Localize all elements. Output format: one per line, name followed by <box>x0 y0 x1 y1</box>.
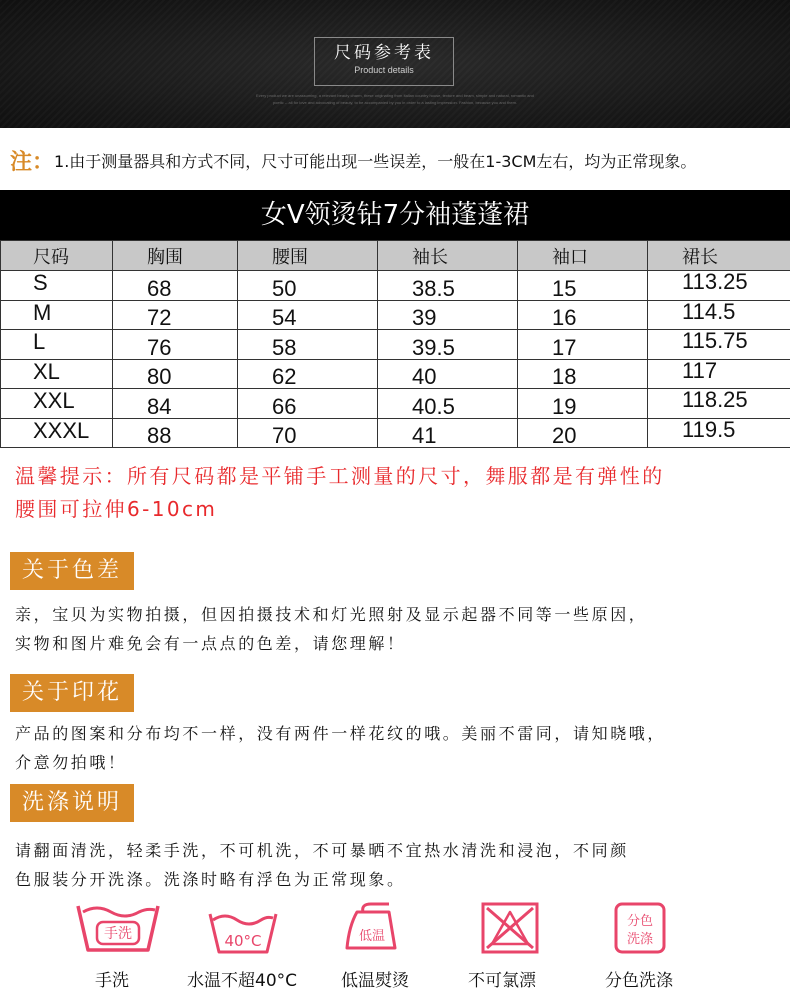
separate-wash-icon-text-1: 分色 <box>626 914 654 929</box>
banner-title: 尺码参考表 <box>334 43 434 63</box>
table-row <box>1 389 790 419</box>
table-cell: 72 <box>113 300 238 330</box>
banner-fine-print-2: poetic -- all for love and advocating of beauty, to be accompanied by you in order to a lasting impression. Fashion, because you and them. <box>272 100 518 105</box>
table-cell: 68 <box>113 271 238 301</box>
col-header-cuff: 袖口 <box>518 241 648 271</box>
section-heading-color-difference: 关于色差 <box>10 552 134 590</box>
table-cell: 17 <box>518 330 648 360</box>
col-header-waist: 腰围 <box>238 241 378 271</box>
table-cell: 41 <box>378 418 518 448</box>
table-cell: 54 <box>238 300 378 330</box>
care-label-hand-wash: 手洗 <box>95 971 129 991</box>
col-header-size: 尺码 <box>1 241 113 271</box>
table-cell: 118.25 <box>648 389 790 419</box>
table-cell: XXL <box>1 389 113 419</box>
print-line-1: 产品的图案和分布均不一样，没有两件一样花纹的哦。美丽不雷同，请知晓哦， <box>15 724 667 743</box>
table-title: 女V领烫钻7分袖蓬蓬裙 <box>0 190 790 240</box>
water-temp-icon <box>207 900 279 956</box>
size-table-grid <box>0 240 790 448</box>
table-cell: 20 <box>518 418 648 448</box>
warm-tip <box>15 460 785 526</box>
table-cell: 66 <box>238 389 378 419</box>
table-row <box>1 418 790 448</box>
table-cell: 58 <box>238 330 378 360</box>
header-banner <box>0 0 790 128</box>
table-row <box>1 271 790 301</box>
warm-tip-line-1: 温馨提示：所有尺码都是平铺手工测量的尺寸，舞服都是有弹性的 <box>15 464 665 488</box>
table-cell: 113.25 <box>648 271 790 301</box>
banner-title-box <box>314 37 454 86</box>
size-table <box>0 190 790 448</box>
table-row <box>1 300 790 330</box>
section-body-washing <box>15 836 775 894</box>
table-cell: XXXL <box>1 418 113 448</box>
section-body-print <box>15 719 775 777</box>
table-header-row <box>1 241 790 271</box>
banner-fine-print-1: Every product we are unassuming, a relevant beauty charm, these originating from Italian country house, texture and beam, simple and natural, romantic and <box>256 93 534 98</box>
measurement-note <box>10 145 785 175</box>
care-label-separate-wash: 分色洗涤 <box>605 971 673 991</box>
table-cell: 18 <box>518 359 648 389</box>
warm-tip-line-2: 腰围可拉伸6-10cm <box>15 497 218 521</box>
banner-subtitle: Product details <box>354 65 414 75</box>
table-cell: 39 <box>378 300 518 330</box>
print-line-2: 介意勿拍哦！ <box>15 753 127 772</box>
table-cell: XL <box>1 359 113 389</box>
table-cell: 115.75 <box>648 330 790 360</box>
color-difference-line-2: 实物和图片难免会有一点点的色差，请您理解！ <box>15 634 406 653</box>
table-cell: 40 <box>378 359 518 389</box>
separate-wash-icon <box>612 900 668 956</box>
section-heading-print: 关于印花 <box>10 674 134 712</box>
separate-wash-icon-text-2: 洗涤 <box>626 932 654 947</box>
section-heading-washing: 洗涤说明 <box>10 784 134 822</box>
table-cell: S <box>1 271 113 301</box>
table-cell: 76 <box>113 330 238 360</box>
color-difference-line-1: 亲，宝贝为实物拍摄，但因拍摄技术和灯光照射及显示起器不同等一些原因， <box>15 605 648 624</box>
low-iron-icon-text: 低温 <box>358 929 386 944</box>
table-cell: 16 <box>518 300 648 330</box>
low-iron-icon <box>343 900 403 956</box>
care-label-no-bleach: 不可氯漂 <box>468 971 536 991</box>
table-cell: 50 <box>238 271 378 301</box>
table-cell: 84 <box>113 389 238 419</box>
table-cell: 39.5 <box>378 330 518 360</box>
hand-wash-icon-text: 手洗 <box>104 926 132 942</box>
table-row <box>1 359 790 389</box>
table-cell: 114.5 <box>648 300 790 330</box>
table-cell: 38.5 <box>378 271 518 301</box>
col-header-sleeve-length: 袖长 <box>378 241 518 271</box>
table-row <box>1 330 790 360</box>
col-header-skirt-length: 裙长 <box>648 241 790 271</box>
table-cell: 40.5 <box>378 389 518 419</box>
col-header-bust: 胸围 <box>113 241 238 271</box>
note-mark: 注： <box>10 150 55 175</box>
care-label-water-temp: 水温不超40°C <box>187 971 298 991</box>
washing-line-1: 请翻面清洗，轻柔手洗，不可机洗，不可暴晒不宜热水清洗和浸泡，不同颜 <box>15 841 629 860</box>
table-cell: 88 <box>113 418 238 448</box>
table-cell: 117 <box>648 359 790 389</box>
note-text: 1.由于测量器具和方式不同，尺寸可能出现一些误差，一般在1-3CM左右，均为正常现象。 <box>54 152 697 171</box>
hand-wash-icon <box>75 900 161 956</box>
care-label-low-iron: 低温熨烫 <box>341 971 409 991</box>
washing-line-2: 色服装分开洗涤。洗涤时略有浮色为正常现象。 <box>15 870 406 889</box>
no-bleach-icon <box>479 900 541 956</box>
table-cell: 19 <box>518 389 648 419</box>
table-cell: 15 <box>518 271 648 301</box>
table-cell: 70 <box>238 418 378 448</box>
table-cell: 62 <box>238 359 378 389</box>
table-cell: 80 <box>113 359 238 389</box>
section-body-color-difference <box>15 600 775 658</box>
table-cell: 119.5 <box>648 418 790 448</box>
table-cell: L <box>1 330 113 360</box>
table-cell: M <box>1 300 113 330</box>
water-temp-icon-text: 40°C <box>224 932 262 950</box>
